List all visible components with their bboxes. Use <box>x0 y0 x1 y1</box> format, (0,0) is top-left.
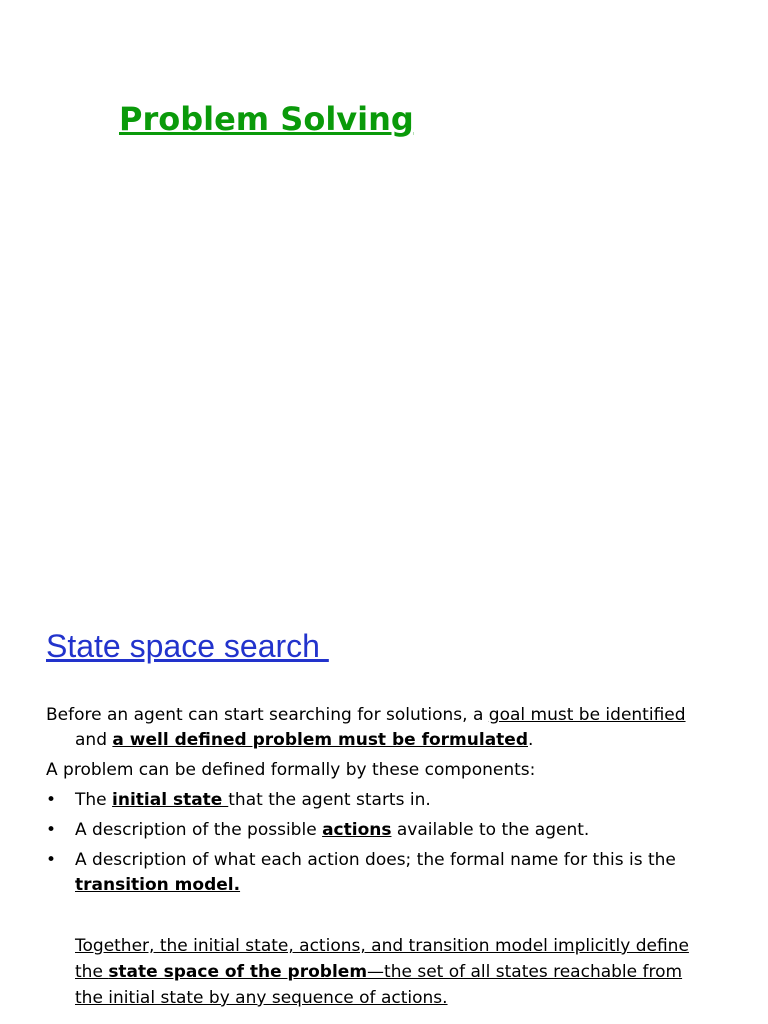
bullet-icon: • <box>46 850 57 870</box>
conclusion-paragraph <box>75 933 715 1011</box>
section-heading: State space search <box>46 628 329 664</box>
intro-and: and <box>75 730 113 750</box>
bullet-text: available to the agent. <box>391 820 590 840</box>
list-item <box>46 848 726 898</box>
components-intro: A problem can be defined formally by these components: <box>46 760 536 780</box>
bullet-icon: • <box>46 790 57 810</box>
intro-text: Before an agent can start searching for solutions, a <box>46 705 489 725</box>
intro-period: . <box>528 730 534 750</box>
intro-paragraph <box>46 703 726 753</box>
bullet-text: A description of the possible <box>75 820 323 840</box>
bullet-icon: • <box>46 820 57 840</box>
conclusion-text: —the set of all states reachable from the initial state by any sequence of actions. <box>75 962 683 1008</box>
bullet-keyword: transition model. <box>75 875 241 895</box>
bullet-text: The <box>75 790 113 810</box>
state-space-phrase: state space of the problem <box>108 962 368 982</box>
bullet-text: that the agent starts in. <box>228 790 431 810</box>
bullet-keyword: initial state <box>112 790 229 810</box>
goal-phrase: goal must be identified <box>488 705 686 725</box>
formulated-phrase: a well defined problem must be formulated <box>112 730 528 750</box>
bullet-keyword: actions <box>322 820 392 840</box>
list-item <box>46 788 726 813</box>
list-item <box>46 818 726 843</box>
bullet-text: A description of what each action does; the formal name for this is the <box>75 850 676 870</box>
page-title: Problem Solving <box>119 100 414 138</box>
conclusion-text: Together, the initial state, actions, and transition model implicitly define the <box>75 936 689 982</box>
